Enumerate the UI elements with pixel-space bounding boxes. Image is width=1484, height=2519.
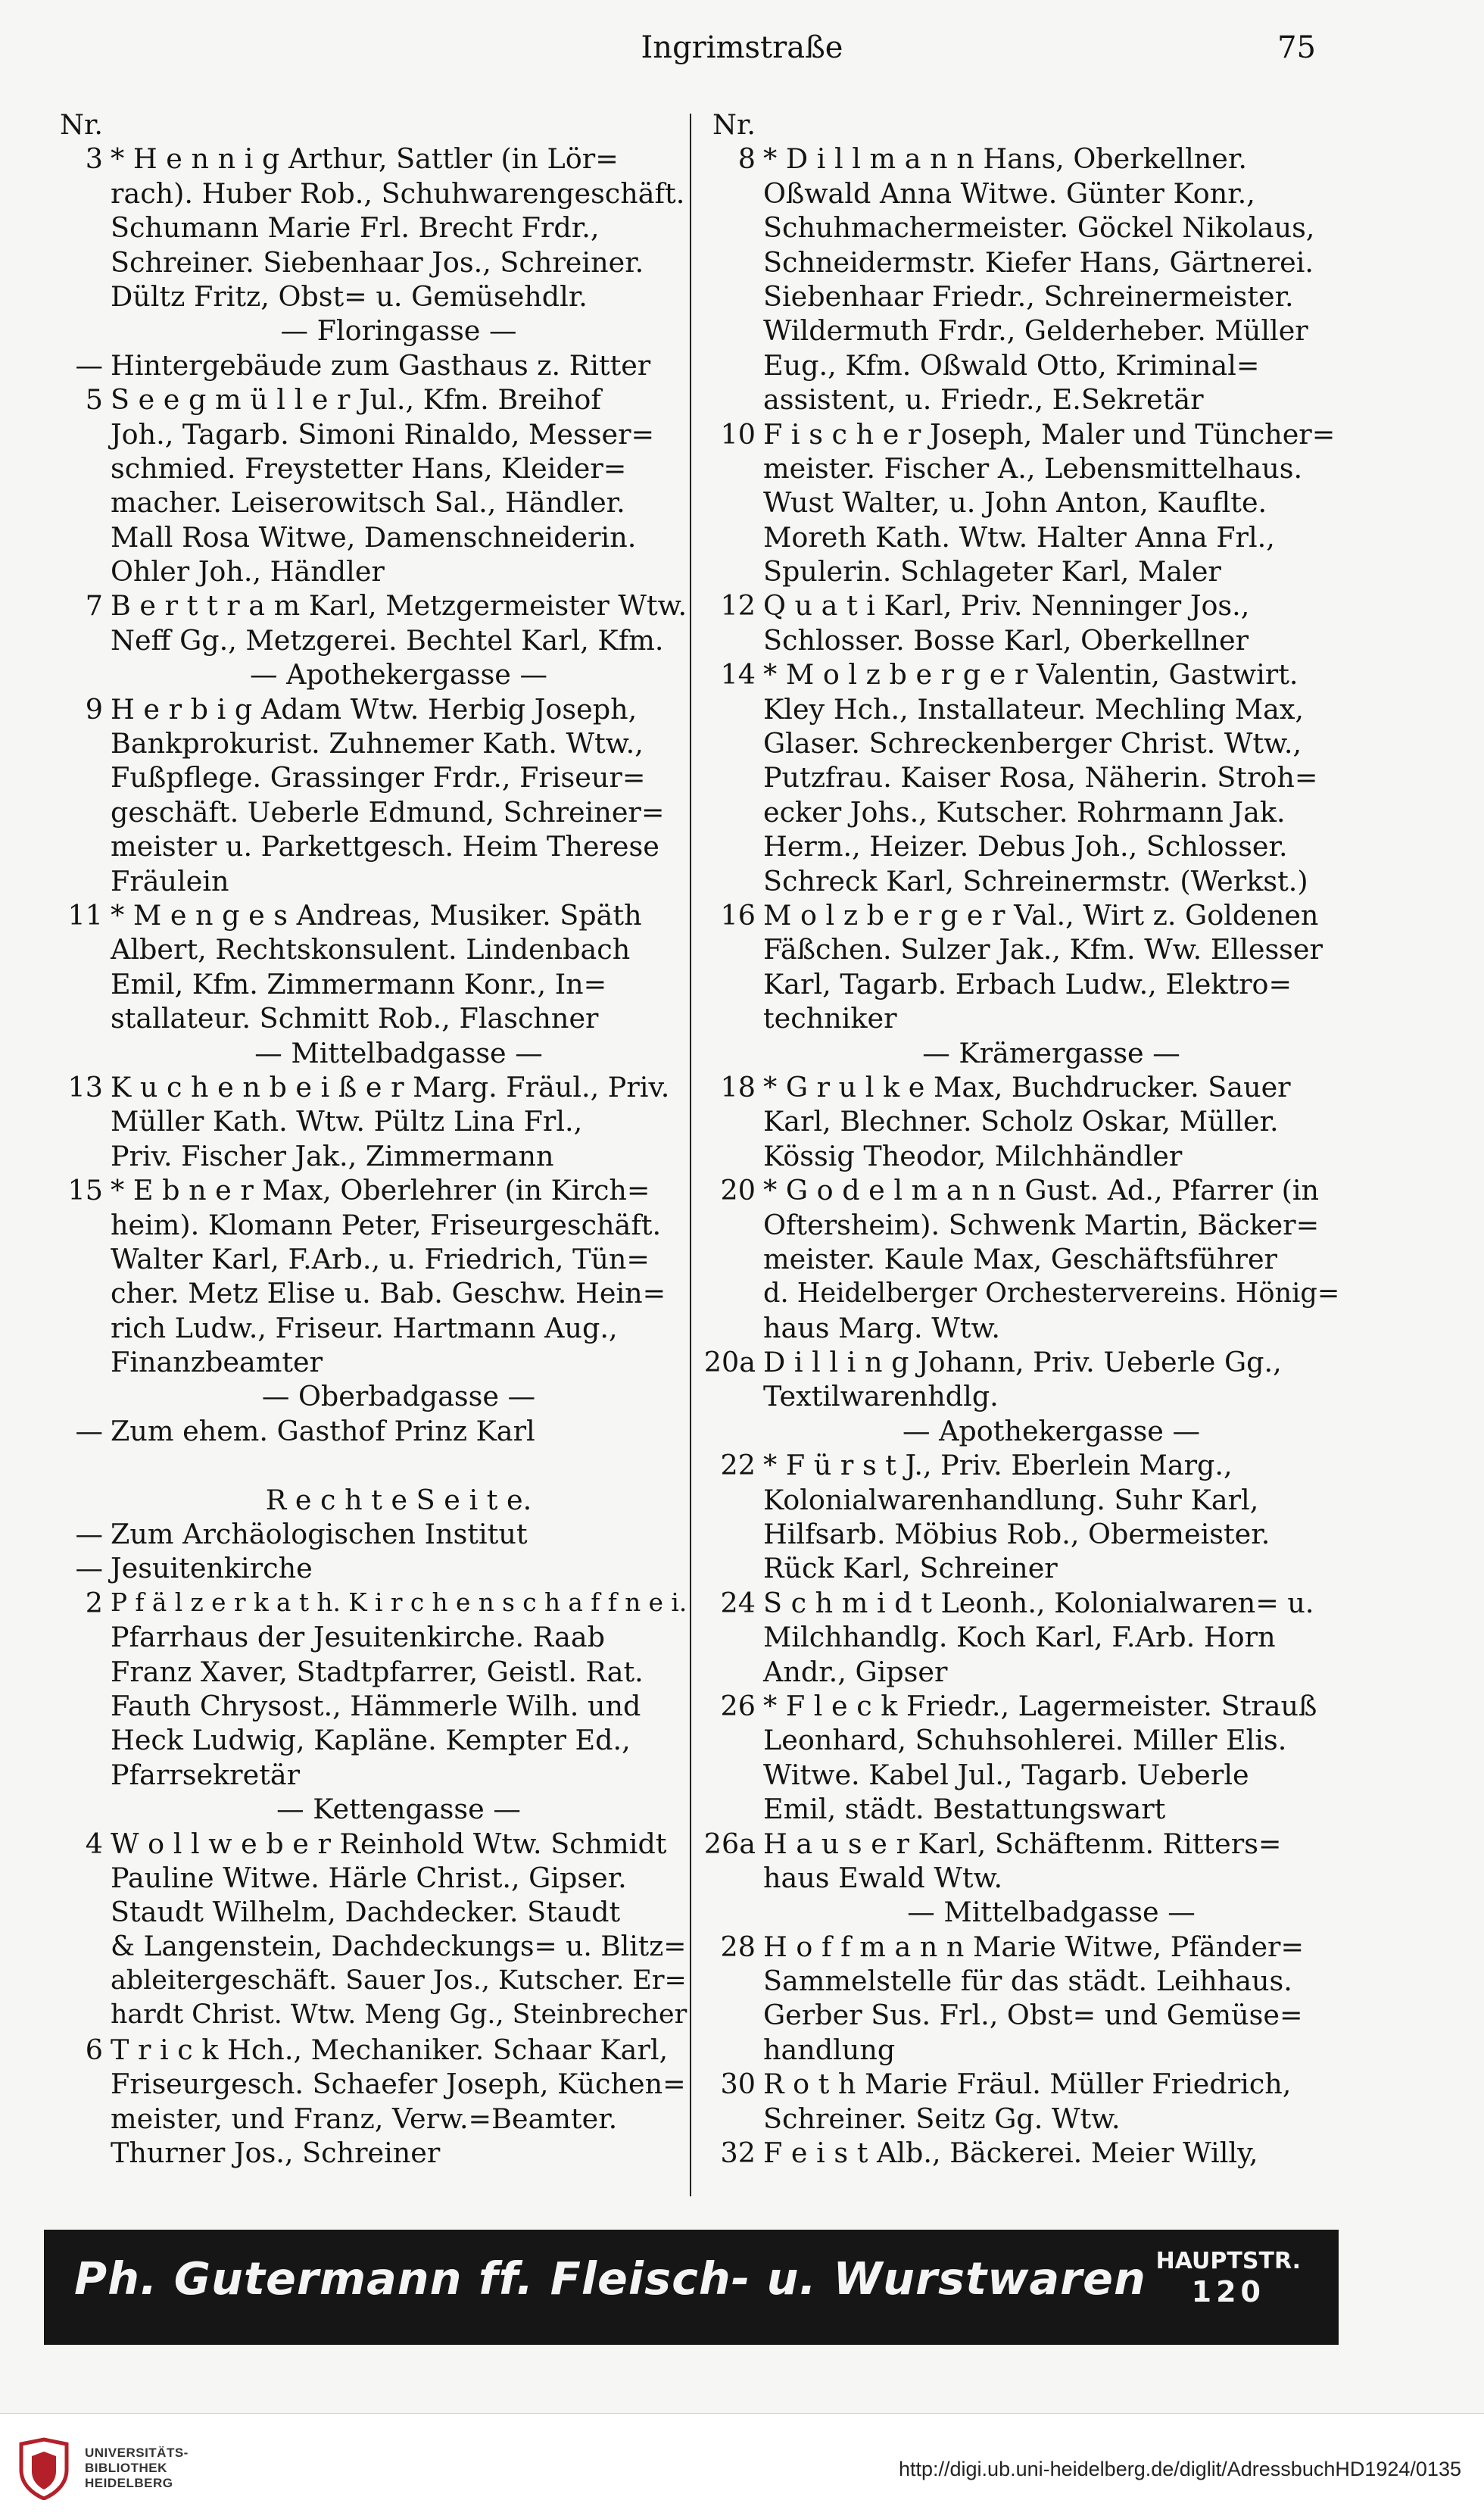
directory-line (47, 760, 687, 794)
entry-text: d. Heidelberger Orchestervereins. Hönig= (763, 1278, 1340, 1309)
directory-line (700, 864, 1339, 898)
entry-text: Andr., Gipser (763, 1655, 948, 1688)
directory-line (47, 2033, 687, 2067)
directory-line (700, 1345, 1339, 1379)
entry-text: Karl, Tagarb. Erbach Ludw., Elektro= (763, 967, 1292, 1000)
entry-text: Zum ehem. Gasthof Prinz Karl (111, 1414, 535, 1447)
entry-text: Heck Ludwig, Kapläne. Kempter Ed., (111, 1724, 631, 1757)
directory-line (700, 1964, 1339, 1998)
entry-text: haus Marg. Wtw. (763, 1311, 1000, 1344)
directory-line (47, 1311, 687, 1345)
entry-text: Glaser. Schreckenberger Christ. Wtw., (763, 727, 1302, 760)
section-heading (47, 657, 687, 691)
column-divider (690, 114, 691, 2196)
directory-line (47, 1998, 687, 2032)
entry-text: Leonhard, Schuhsohlerei. Miller Elis. (763, 1724, 1287, 1757)
directory-line (700, 1104, 1339, 1138)
page-number: 75 (1277, 30, 1316, 65)
section-heading (47, 1379, 687, 1413)
section-heading (47, 1792, 687, 1826)
section-heading-text: — Mittelbadgasse — (254, 1036, 543, 1069)
directory-line (700, 1861, 1339, 1895)
directory-line (700, 1448, 1339, 1482)
entry-text: * G r u l k e Max, Buchdrucker. Sauer (763, 1070, 1291, 1103)
directory-line (700, 1998, 1339, 2032)
entry-text: Q u a t i Karl, Priv. Nenninger Jos., (763, 589, 1250, 623)
directory-line (47, 864, 687, 898)
directory-line (700, 279, 1339, 314)
entry-text: Schuhmachermeister. Göckel Nikolaus, (763, 211, 1315, 245)
house-number: 3 (85, 142, 103, 176)
advertisement-banner (44, 2230, 1339, 2345)
directory-line (700, 829, 1339, 863)
directory-line (47, 1861, 687, 1895)
entry-text: Schlosser. Bosse Karl, Oberkellner (763, 623, 1249, 657)
directory-line (700, 1311, 1339, 1345)
directory-line (700, 554, 1339, 588)
logo-line: BIBLIOTHEK (85, 2461, 167, 2475)
entry-text: Bankprokurist. Zuhnemer Kath. Wtw., (111, 727, 644, 760)
directory-line (700, 1139, 1339, 1173)
directory-line (47, 142, 687, 176)
directory-line (47, 967, 687, 1001)
directory-line (47, 829, 687, 863)
house-number: 16 (720, 898, 756, 932)
directory-line (47, 1758, 687, 1792)
directory-line (700, 1517, 1339, 1551)
house-number: 20 (720, 1174, 756, 1207)
house-number: 26 (720, 1689, 756, 1722)
directory-line (700, 932, 1339, 966)
entry-text: Kolonialwarenhandlung. Suhr Karl, (763, 1483, 1259, 1516)
house-number: 8 (737, 142, 756, 176)
directory-line (47, 1104, 687, 1138)
directory-line (47, 932, 687, 966)
directory-line (47, 279, 687, 314)
entry-text: Friseurgesch. Schaefer Joseph, Küchen= (111, 2068, 686, 2101)
entry-text: Kössig Theodor, Milchhändler (763, 1139, 1183, 1172)
house-number: — (75, 1414, 103, 1447)
directory-line (47, 795, 687, 829)
section-heading (47, 1483, 687, 1517)
entry-text: haus Ewald Wtw. (763, 1861, 1003, 1894)
entry-text: * F l e c k Friedr., Lagermeister. Strauß (763, 1689, 1317, 1722)
section-heading-text: — Mittelbadgasse — (907, 1896, 1196, 1929)
entry-text: meister u. Parkettgesch. Heim Therese (111, 830, 659, 863)
advertisement-text: Ph. Gutermann ff. Fleisch- u. Wurstwaren (74, 2252, 1146, 2305)
entry-text: Albert, Rechtskonsulent. Lindenbach (111, 933, 631, 966)
directory-line (47, 2102, 687, 2136)
directory-line (700, 108, 1339, 142)
entry-text: Wust Walter, u. John Anton, Kauflte. (763, 486, 1267, 520)
entry-text: Jesuitenkirche (111, 1552, 313, 1585)
directory-line (47, 623, 687, 657)
section-heading-text: — Kettengasse — (276, 1793, 521, 1826)
directory-line (47, 2136, 687, 2170)
directory-line (700, 1827, 1339, 1861)
entry-text: techniker (763, 1002, 897, 1035)
entry-text: Karl, Blechner. Scholz Oskar, Müller. (763, 1105, 1279, 1138)
directory-line (700, 176, 1339, 211)
section-heading (700, 1036, 1339, 1070)
directory-line (700, 1173, 1339, 1207)
house-number: 32 (720, 2137, 756, 2170)
entry-text: * D i l l m a n n Hans, Oberkellner. (763, 142, 1247, 176)
entry-text: Joh., Tagarb. Simoni Rinaldo, Messer= (111, 417, 655, 451)
directory-line (47, 108, 687, 142)
entry-text: meister. Fischer A., Lebensmittelhaus. (763, 451, 1303, 485)
directory-line (700, 211, 1339, 245)
section-heading (700, 1414, 1339, 1448)
entry-text: Staudt Wilhelm, Dachdecker. Staudt (111, 1896, 621, 1929)
entry-text: Finanzbeamter (111, 1346, 323, 1379)
entry-text: T r i c k Hch., Mechaniker. Schaar Karl, (111, 2033, 669, 2066)
directory-line (47, 176, 687, 211)
house-number: — (75, 348, 103, 382)
house-number: 4 (85, 1827, 103, 1860)
entry-text: Schneidermstr. Kiefer Hans, Gärtnerei. (763, 245, 1314, 279)
directory-line (47, 1655, 687, 1689)
directory-line (47, 485, 687, 520)
entry-text: Schumann Marie Frl. Brecht Frdr., (111, 211, 600, 245)
directory-line (47, 1173, 687, 1207)
directory-line (47, 554, 687, 588)
directory-line (700, 1551, 1339, 1585)
entry-text: heim). Klomann Peter, Friseurgeschäft. (111, 1208, 662, 1241)
entry-text: Neff Gg., Metzgerei. Bechtel Karl, Kfm. (111, 623, 664, 657)
directory-line (47, 726, 687, 760)
entry-text: meister. Kaule Max, Geschäftsführer (763, 1242, 1277, 1275)
right-column (700, 108, 1339, 2170)
entry-text: stallateur. Schmitt Rob., Flaschner (111, 1002, 599, 1035)
directory-line (47, 520, 687, 554)
entry-text: Ohler Joh., Händler (111, 555, 385, 588)
house-number: 2 (85, 1586, 103, 1619)
left-column (47, 108, 687, 2170)
directory-line (47, 1242, 687, 1276)
directory-line (47, 382, 687, 417)
entry-text: Priv. Fischer Jak., Zimmermann (111, 1139, 554, 1172)
entry-text: Walter Karl, F.Arb., u. Friedrich, Tün= (111, 1242, 650, 1275)
entry-text: * G o d e l m a n n Gust. Ad., Pfarrer (in (763, 1174, 1320, 1207)
directory-line (700, 1379, 1339, 1413)
entry-text: Moreth Kath. Wtw. Halter Anna Frl., (763, 520, 1275, 554)
advertisement-house-number: 120 (1191, 2275, 1265, 2308)
house-number: 28 (720, 1930, 756, 1963)
entry-text: Fußpflege. Grassinger Frdr., Friseur= (111, 761, 646, 794)
section-heading-text: — Apothekergasse — (902, 1414, 1201, 1447)
entry-text: Müller Kath. Wtw. Pültz Lina Frl., (111, 1105, 583, 1138)
directory-line (47, 588, 687, 623)
directory-line (700, 1070, 1339, 1104)
running-head-street: Ingrimstraße (641, 30, 843, 65)
entry-text: Herm., Heizer. Debus Joh., Schlosser. (763, 830, 1288, 863)
directory-line (47, 1620, 687, 1654)
house-number: 22 (720, 1449, 756, 1482)
entry-text: F e i s t Alb., Bäckerei. Meier Willy, (763, 2137, 1258, 2170)
entry-text: D i l l i n g Johann, Priv. Ueberle Gg., (763, 1346, 1282, 1379)
directory-line (47, 1586, 687, 1620)
entry-text: Textilwarenhdlg. (763, 1380, 999, 1413)
entry-text: Schreck Karl, Schreinermstr. (Werkst.) (763, 864, 1308, 897)
house-number: Nr. (60, 108, 103, 141)
directory-line (47, 1448, 687, 1482)
directory-line (47, 1723, 687, 1757)
section-heading (700, 1895, 1339, 1929)
house-number: — (75, 1552, 103, 1585)
house-number: 15 (67, 1174, 103, 1207)
entry-text: M o l z b e r g e r Val., Wirt z. Goldenen (763, 898, 1319, 932)
entry-text: Thurner Jos., Schreiner (111, 2137, 441, 2170)
directory-line (47, 1139, 687, 1173)
entry-text: Franz Xaver, Stadtpfarrer, Geistl. Rat. (111, 1655, 644, 1688)
entry-text: S e e g m ü l l e r Jul., Kfm. Breihof (111, 383, 601, 417)
directory-line (700, 1620, 1339, 1654)
entry-text: Pfarrhaus der Jesuitenkirche. Raab (111, 1621, 605, 1654)
house-number: 26a (703, 1827, 756, 1860)
entry-text: cher. Metz Elise u. Bab. Geschw. Hein= (111, 1277, 666, 1310)
directory-line (700, 1723, 1339, 1757)
house-number: 12 (720, 589, 756, 623)
directory-line (700, 1689, 1339, 1723)
section-heading-text: — Apothekergasse — (249, 658, 548, 691)
entry-text: Schreiner. Siebenhaar Jos., Schreiner. (111, 245, 644, 279)
entry-text: F i s c h e r Joseph, Maler und Tüncher= (763, 417, 1336, 451)
entry-text: Siebenhaar Friedr., Schreinermeister. (763, 279, 1294, 313)
house-number: 9 (85, 692, 103, 726)
directory-line (700, 760, 1339, 794)
entry-text: Witwe. Kabel Jul., Tagarb. Ueberle (763, 1758, 1249, 1791)
directory-line (47, 417, 687, 451)
directory-line (47, 2067, 687, 2101)
directory-line (47, 451, 687, 485)
entry-text: H o f f m a n n Marie Witwe, Pfänder= (763, 1930, 1305, 1963)
directory-line (47, 1414, 687, 1448)
house-number: 18 (720, 1070, 756, 1103)
directory-line (47, 1895, 687, 1929)
entry-text: ableitergeschäft. Sauer Jos., Kutscher. Er= (111, 1965, 687, 1996)
directory-line (700, 348, 1339, 382)
directory-line (700, 485, 1339, 520)
house-number: 20a (703, 1346, 756, 1379)
entry-text: hardt Christ. Wtw. Meng Gg., Steinbrecher (111, 1999, 687, 2030)
entry-text: schmied. Freystetter Hans, Kleider= (111, 451, 627, 485)
entry-text: B e r t t r a m Karl, Metzgermeister Wtw. (111, 589, 687, 623)
directory-line (700, 1483, 1339, 1517)
university-seal-icon (15, 2436, 73, 2500)
directory-line (700, 2102, 1339, 2136)
directory-line (700, 1930, 1339, 1964)
entry-text: K u c h e n b e i ß e r Marg. Fräul., Priv. (111, 1070, 670, 1103)
house-number: 6 (85, 2033, 103, 2066)
directory-line (700, 1276, 1339, 1310)
house-number: 7 (85, 589, 103, 623)
directory-line (47, 1551, 687, 1585)
entry-text: Dültz Fritz, Obst= u. Gemüsehdlr. (111, 279, 588, 313)
directory-line (47, 1930, 687, 1964)
library-footer (0, 2413, 1484, 2519)
entry-text: Schreiner. Seitz Gg. Wtw. (763, 2102, 1121, 2135)
directory-line (700, 726, 1339, 760)
directory-line (700, 623, 1339, 657)
logo-line: UNIVERSITÄTS- (85, 2446, 189, 2460)
entry-text: H e r b i g Adam Wtw. Herbig Joseph, (111, 692, 638, 726)
house-number: 24 (720, 1586, 756, 1619)
house-number: 14 (720, 658, 756, 691)
section-heading-text: — Krämergasse — (922, 1036, 1180, 1069)
entry-text: macher. Leiserowitsch Sal., Händler. (111, 486, 625, 520)
directory-line (700, 795, 1339, 829)
entry-text: Oftersheim). Schwenk Martin, Bäcker= (763, 1208, 1320, 1241)
section-heading (47, 314, 687, 348)
entry-text: Eug., Kfm. Oßwald Otto, Kriminal= (763, 348, 1260, 382)
entry-text: Fäßchen. Sulzer Jak., Kfm. Ww. Ellesser (763, 933, 1323, 966)
section-heading-text: — Floringasse — (280, 314, 517, 348)
source-url-link[interactable]: http://digi.ub.uni-heidelberg.de/diglit/AdressbuchHD1924/0135 (898, 2458, 1461, 2480)
directory-line (700, 1242, 1339, 1276)
entry-text: & Langenstein, Dachdeckungs= u. Blitz= (111, 1931, 687, 1962)
logo-line: HEIDELBERG (85, 2476, 173, 2490)
entry-text: Spulerin. Schlageter Karl, Maler (763, 555, 1221, 588)
directory-line (700, 1586, 1339, 1620)
house-number: 11 (67, 898, 103, 932)
directory-line (47, 1070, 687, 1104)
entry-text: Fauth Chrysost., Hämmerle Wilh. und (111, 1689, 641, 1722)
entry-text: handlung (763, 2033, 896, 2066)
entry-text: Emil, städt. Bestattungswart (763, 1793, 1166, 1826)
directory-line (47, 1689, 687, 1723)
entry-text: Pauline Witwe. Härle Christ., Gipser. (111, 1861, 627, 1894)
advertisement-address (1156, 2246, 1301, 2307)
entry-text: Oßwald Anna Witwe. Günter Konr., (763, 176, 1255, 210)
directory-line (700, 382, 1339, 417)
directory-line (47, 245, 687, 279)
entry-text: Milchhandlg. Koch Karl, F.Arb. Horn (763, 1621, 1276, 1654)
entry-text: Mall Rosa Witwe, Damenschneiderin. (111, 520, 637, 554)
entry-text: Rück Karl, Schreiner (763, 1552, 1058, 1585)
directory-line (47, 1345, 687, 1379)
section-heading (47, 1036, 687, 1070)
entry-text: Hintergebäude zum Gasthaus z. Ritter (111, 348, 651, 382)
entry-text: Emil, Kfm. Zimmermann Konr., In= (111, 967, 607, 1000)
directory-line (47, 1964, 687, 1998)
entry-text: Pfarrsekretär (111, 1758, 301, 1791)
entry-text: meister, und Franz, Verw.=Beamter. (111, 2102, 618, 2135)
entry-text: * M e n g e s Andreas, Musiker. Späth (111, 898, 642, 932)
directory-line (700, 588, 1339, 623)
directory-line (47, 898, 687, 932)
directory-line (700, 520, 1339, 554)
entry-text: R o t h Marie Fräul. Müller Friedrich, (763, 2068, 1292, 2101)
entry-text: * F ü r s t J., Priv. Eberlein Marg., (763, 1449, 1233, 1482)
directory-line (47, 1001, 687, 1035)
directory-line (700, 2067, 1339, 2101)
entry-text: assistent, u. Friedr., E.Sekretär (763, 383, 1204, 417)
directory-line (700, 314, 1339, 348)
entry-text: Zum Archäologischen Institut (111, 1518, 528, 1551)
entry-text: Sammelstelle für das städt. Leihhaus. (763, 1965, 1292, 1998)
section-heading-text: — Oberbadgasse — (261, 1380, 536, 1413)
entry-text: W o l l w e b e r Reinhold Wtw. Schmidt (111, 1827, 667, 1860)
entry-text: * E b n e r Max, Oberlehrer (in Kirch= (111, 1174, 650, 1207)
directory-line (47, 1827, 687, 1861)
entry-text: Gerber Sus. Frl., Obst= und Gemüse= (763, 1999, 1303, 2032)
directory-line (700, 142, 1339, 176)
entry-text: P f ä l z e r k a t h. K i r c h e n s c h a f f n e i. (111, 1587, 687, 1617)
house-number: — (75, 1518, 103, 1551)
directory-line (700, 417, 1339, 451)
house-number: Nr. (712, 108, 756, 141)
directory-line (700, 657, 1339, 691)
house-number: 13 (67, 1070, 103, 1103)
entry-text: S c h m i d t Leonh., Kolonialwaren= u. (763, 1586, 1314, 1619)
entry-text: Hilfsarb. Möbius Rob., Obermeister. (763, 1518, 1270, 1551)
directory-line (700, 898, 1339, 932)
entry-text: Fräulein (111, 864, 229, 897)
entry-text: Putzfrau. Kaiser Rosa, Näherin. Stroh= (763, 761, 1318, 794)
directory-line (700, 692, 1339, 726)
entry-text: ecker Johs., Kutscher. Rohrmann Jak. (763, 795, 1286, 829)
library-logo-text (85, 2446, 189, 2491)
entry-text: rich Ludw., Friseur. Hartmann Aug., (111, 1311, 618, 1344)
directory-line (700, 1655, 1339, 1689)
directory-line (700, 1792, 1339, 1826)
entry-text: * H e n n i g Arthur, Sattler (in Lör= (111, 142, 619, 176)
directory-line (700, 451, 1339, 485)
house-number: 10 (720, 417, 756, 451)
directory-line (47, 1517, 687, 1551)
entry-text: * M o l z b e r g e r Valentin, Gastwirt. (763, 658, 1298, 691)
directory-line (700, 1208, 1339, 1242)
directory-line (700, 967, 1339, 1001)
entry-text: rach). Huber Rob., Schuhwarengeschäft. (111, 176, 685, 210)
entry-text: H a u s e r Karl, Schäftenm. Ritters= (763, 1827, 1282, 1860)
directory-line (47, 692, 687, 726)
advertisement-street: HAUPTSTR. (1155, 2248, 1301, 2274)
directory-line (700, 1001, 1339, 1035)
directory-line (47, 348, 687, 382)
directory-line (700, 2033, 1339, 2067)
directory-line (700, 245, 1339, 279)
directory-line (47, 211, 687, 245)
directory-line (700, 2136, 1339, 2170)
directory-line (47, 1276, 687, 1310)
entry-text: geschäft. Ueberle Edmund, Schreiner= (111, 795, 665, 829)
directory-line (47, 1208, 687, 1242)
section-heading-text: R e c h t e S e i t e. (265, 1483, 532, 1516)
entry-text: Kley Hch., Installateur. Mechling Max, (763, 692, 1305, 726)
house-number: 5 (85, 383, 103, 417)
house-number: 30 (720, 2068, 756, 2101)
directory-line (700, 1758, 1339, 1792)
entry-text: Wildermuth Frdr., Gelderheber. Müller (763, 314, 1308, 348)
